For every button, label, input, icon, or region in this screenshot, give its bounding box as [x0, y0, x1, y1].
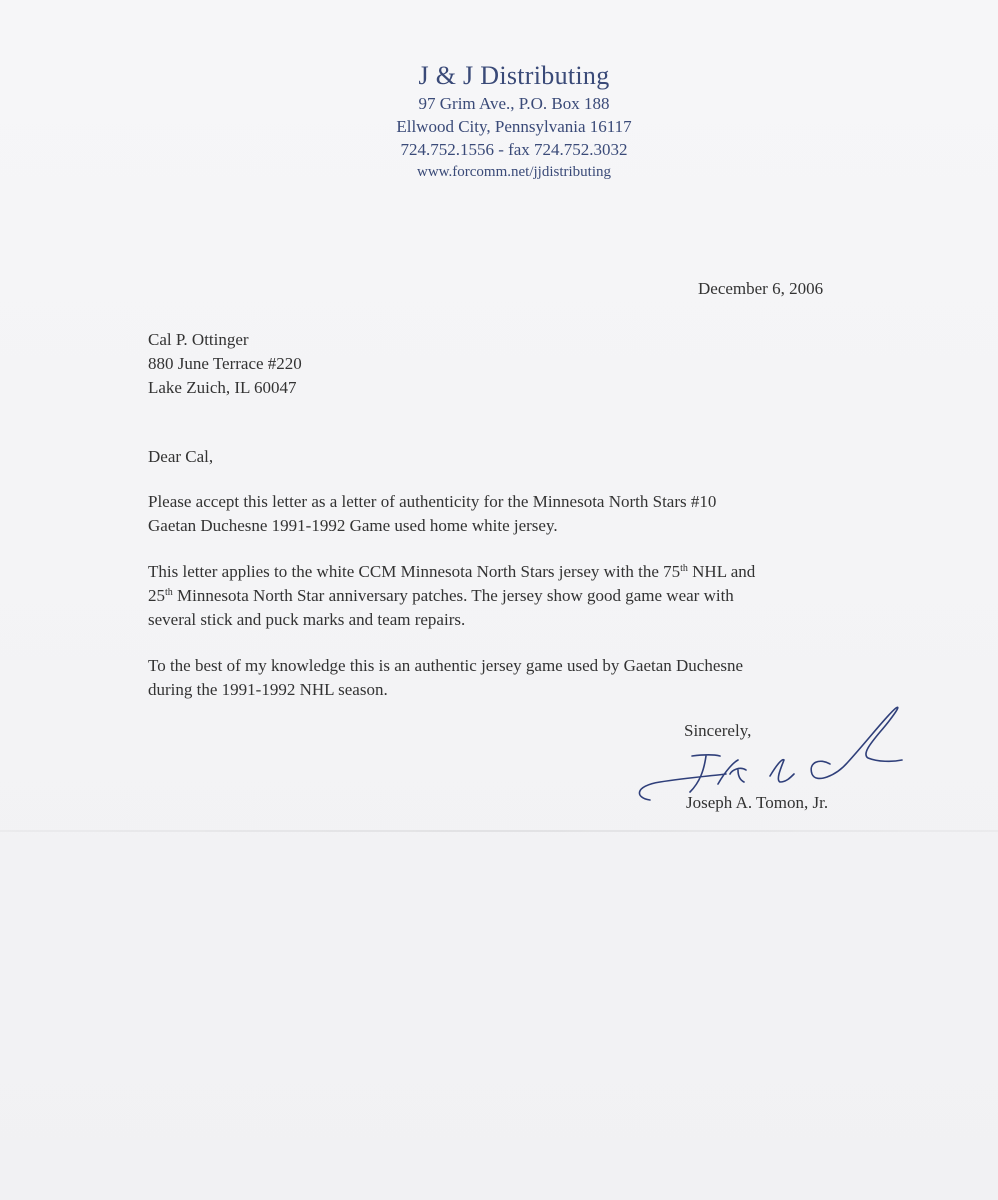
company-name: J & J Distributing: [418, 61, 610, 90]
paragraph-line: [148, 560, 888, 584]
letter-date: December 6, 2006: [698, 279, 824, 298]
superscript-th: th: [680, 563, 688, 574]
paragraph-line: Gaetan Duchesne 1991-1992 Game used home white jersey.: [148, 516, 558, 535]
signature-stroke: [811, 707, 902, 778]
signature-stroke: [770, 760, 794, 782]
company-address-line1: 97 Grim Ave., P.O. Box 188: [418, 94, 610, 113]
paragraph-line: Please accept this letter as a letter of authenticity for the Minnesota North Stars #10: [148, 492, 717, 511]
recipient-name: Cal P. Ottinger: [148, 330, 249, 349]
company-website: www.forcomm.net/jjdistributing: [416, 164, 611, 180]
superscript-th: th: [165, 587, 173, 598]
paragraph-line: To the best of my knowledge this is an authentic jersey game used by Gaetan Duchesne: [148, 656, 744, 675]
signature-stroke: [718, 760, 746, 784]
recipient-street: 880 June Terrace #220: [148, 354, 302, 373]
letterhead: [249, 60, 779, 183]
closing: Sincerely,: [684, 721, 752, 740]
company-phone-fax: 724.752.1556 - fax 724.752.3032: [400, 140, 628, 159]
company-address-line2: Ellwood City, Pennsylvania 16117: [396, 117, 632, 136]
text-run: This letter applies to the white CCM Minnesota North Stars jersey with the 75: [148, 562, 681, 581]
body-paragraph-1: [148, 490, 888, 538]
text-run: NHL and: [687, 562, 756, 581]
signer-name: Joseph A. Tomon, Jr.: [686, 793, 829, 812]
paragraph-line: during the 1991-1992 NHL season.: [148, 680, 388, 699]
paragraph-line: several stick and puck marks and team repairs.: [148, 610, 466, 629]
recipient-city-state-zip: Lake Zuich, IL 60047: [148, 378, 297, 397]
paper-fold-line: [0, 830, 998, 832]
body-paragraph-2: [148, 560, 888, 632]
body-paragraph-3: [148, 654, 888, 702]
salutation: Dear Cal,: [148, 447, 214, 466]
paragraph-line: [148, 584, 888, 608]
text-run: 25: [148, 586, 165, 605]
text-run: Minnesota North Star anniversary patches. The jersey show good game wear with: [172, 586, 734, 605]
signature-stroke: [690, 755, 720, 792]
recipient-address: [148, 328, 302, 400]
